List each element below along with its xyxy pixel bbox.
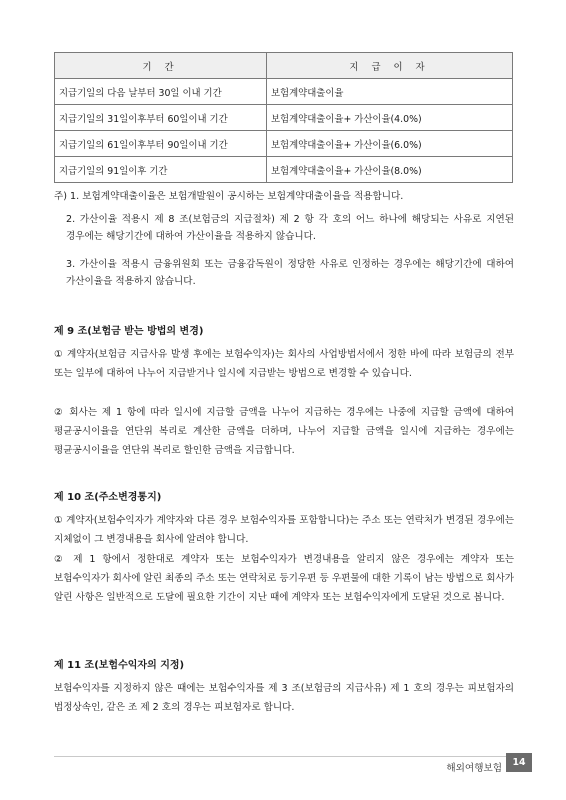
note-2: 2. 가산이율 적용시 제 8 조(보험금의 지급절차) 제 2 항 각 호의 어느 하나에 해당되는 사유로 지연된 경우에는 해당기간에 대하여 가산이율을 적용하지 않습니다. [66,214,514,242]
footer-document-name: 해외여행보험 [446,763,502,774]
article-9-title: 제 9 조(보험금 받는 방법의 변경) [54,326,204,337]
interest-rate-table [54,52,513,183]
note-1: 주) 1. 보험계약대출이율은 보험개발원이 공시하는 보험계약대출이율을 적용합니다. [54,191,404,202]
article-11-paragraph-1: 보험수익자를 지정하지 않은 때에는 보험수익자를 제 3 조(보험금의 지급사유) 제 1 호의 경우는 피보험자의 법정상속인, 같은 조 제 2 호의 경우는 피보험자로 합니다. [54,683,514,713]
table-cell-interest: 보험계약대출이율+ 가산이율(4.0%) [267,105,513,131]
table-cell-period: 지급기일의 91일이후 기간 [55,157,267,183]
table-cell-interest: 보험계약대출이율 [267,79,513,105]
page-number-badge: 14 [506,753,532,772]
article-10-title: 제 10 조(주소변경통지) [54,492,162,503]
article-11-title: 제 11 조(보험수익자의 지정) [54,660,185,671]
table-cell-period: 지급기일의 31일이후부터 60일이내 기간 [55,105,267,131]
table-cell-interest: 보험계약대출이율+ 가산이율(6.0%) [267,131,513,157]
article-9-paragraph-2: ② 회사는 제 1 항에 따라 일시에 지급할 금액을 나누어 지급하는 경우에는 나중에 지급할 금액에 대하여 평균공시이율을 연단위 복리로 계산한 금액을 더하며, 나누어 지급할 금액을 일시에 지급하는 경우에는 평균공시이율을 연단위 복리로 할인한 금액을 지급합니다. [54,407,514,456]
article-10-paragraph-2: ② 제 1 항에서 정한대로 계약자 또는 보험수익자가 변경내용을 알리지 않은 경우에는 계약자 또는 보험수익자가 회사에 알린 최종의 주소 또는 연락처로 등기우편 등 우편물에 대한 기록이 남는 방법으로 회사가 알린 사항은 일반적으로 도달에 필요한 기간이 지난 때에 계약자 또는 보험수익자에게 도달된 것으로 봅니다. [54,554,514,603]
table-cell-period: 지급기일의 다음 날부터 30일 이내 기간 [55,79,267,105]
table-header-interest: 지 급 이 자 [267,53,513,79]
article-9-paragraph-1: ① 계약자(보험금 지급사유 발생 후에는 보험수익자)는 회사의 사업방법서에서 정한 바에 따라 보험금의 전부 또는 일부에 대하여 나누어 지급받거나 일시에 지급받는 방법으로 변경할 수 있습니다. [54,349,514,379]
table-row [55,131,513,157]
article-10-paragraph-1: ① 계약자(보험수익자가 계약자와 다른 경우 보험수익자를 포함합니다)는 주소 또는 연락처가 변경된 경우에는 지체없이 그 변경내용을 회사에 알려야 합니다. [54,515,514,545]
footer-divider [54,756,514,757]
table-header-period: 기 간 [55,53,267,79]
table-cell-period: 지급기일의 61일이후부터 90일이내 기간 [55,131,267,157]
table-header-row [55,53,513,79]
table-cell-interest: 보험계약대출이율+ 가산이율(8.0%) [267,157,513,183]
table-row [55,105,513,131]
table-row [55,157,513,183]
note-3: 3. 가산이율 적용시 금융위원회 또는 금융감독원이 정당한 사유로 인정하는 경우에는 해당기간에 대하여 가산이율을 적용하지 않습니다. [66,259,514,287]
table-row [55,79,513,105]
